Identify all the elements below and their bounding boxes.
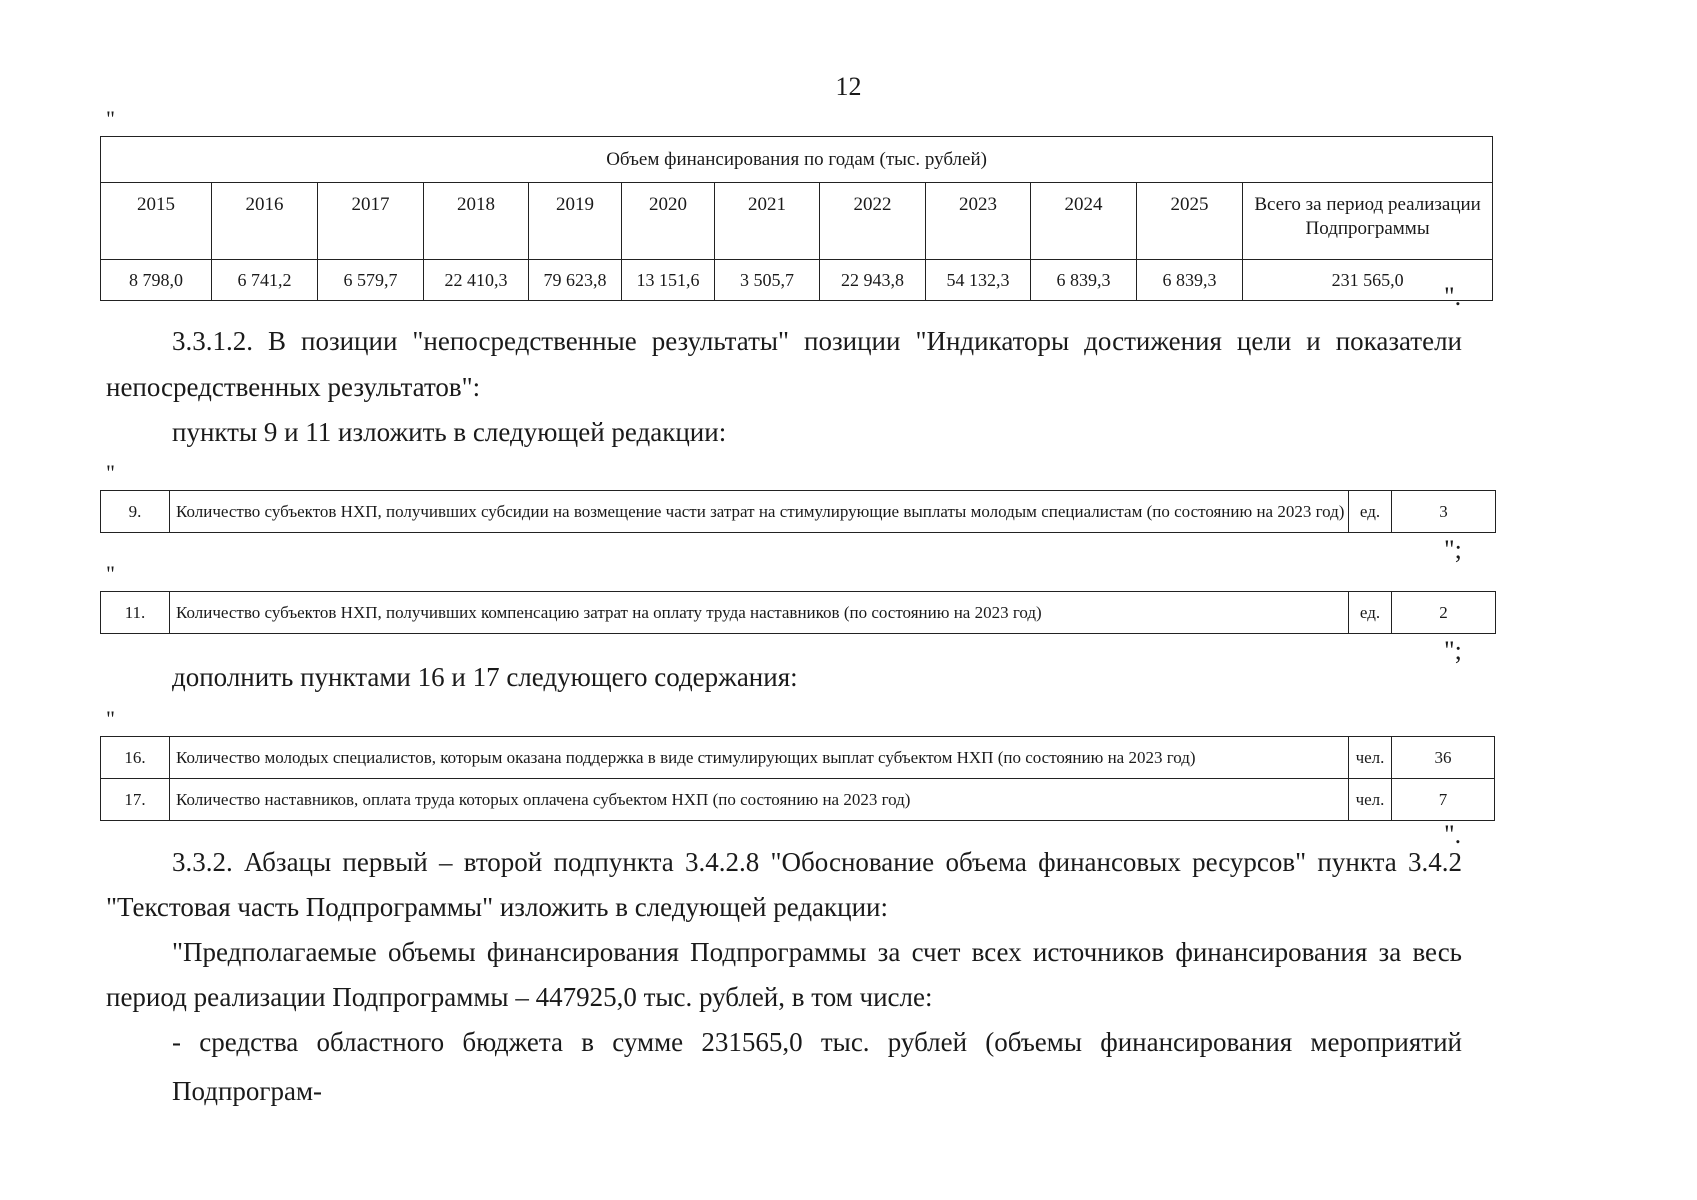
year-value: 6 741,2 [212,260,318,301]
indicator-text: Количество субъектов НХП, получивших субсидии на возмещение части затрат на стимулирующие выплаты молодым специалистам (по состоянию на 2023 год) [170,491,1349,533]
quote-open-mark: " [106,706,115,731]
indicator-value: 36 [1392,737,1495,779]
year-value: 22 410,3 [424,260,529,301]
indicator-table-11 [100,591,1496,634]
paragraph-3-3-2-line2: "Текстовая часть Подпрограммы" изложить в следующей редакции: [106,892,889,922]
indicator-unit: чел. [1349,737,1392,779]
year-header: 2015 [101,183,212,260]
total-value: 231 565,0 [1243,260,1493,301]
year-header: 2025 [1137,183,1243,260]
indicator-number: 11. [101,592,170,634]
year-value: 54 132,3 [926,260,1031,301]
indicator-table-16-17 [100,736,1495,821]
paragraph-financing-line2: период реализации Подпрограммы – 447925,0 тыс. рублей, в том числе: [106,982,933,1012]
year-value: 13 151,6 [622,260,715,301]
table-row [101,592,1496,634]
year-header: 2024 [1031,183,1137,260]
page-number: 12 [835,72,862,101]
indicator-number: 9. [101,491,170,533]
year-value: 3 505,7 [715,260,820,301]
year-header: 2019 [529,183,622,260]
quote-open-mark: " [106,561,115,586]
year-header: 2017 [318,183,424,260]
year-header: 2023 [926,183,1031,260]
indicator-text: Количество наставников, оплата труда которых оплачена субъектом НХП (по состоянию на 2023 год) [170,779,1349,821]
indicator-number: 16. [101,737,170,779]
quote-open-mark: " [106,460,115,485]
year-header: 2020 [622,183,715,260]
quote-close-mark: "; [1444,535,1462,564]
paragraph-3-3-2-line1: 3.3.2. Абзацы первый – второй подпункта 3.4.2.8 "Обоснование объема финансовых ресурсов" пункта 3.4.2 [172,847,1462,877]
year-value: 6 839,3 [1031,260,1137,301]
year-value: 6 839,3 [1137,260,1243,301]
paragraph-3-3-1-2-line2: непосредственных результатов": [106,372,481,402]
indicator-unit: ед. [1349,592,1392,634]
year-value: 6 579,7 [318,260,424,301]
indicator-text: Количество молодых специалистов, которым оказана поддержка в виде стимулирующих выплат субъектом НХП (по состоянию на 2023 год) [170,737,1349,779]
year-value: 79 623,8 [529,260,622,301]
paragraph-add-16-17: дополнить пунктами 16 и 17 следующего содержания: [172,662,798,692]
year-value: 22 943,8 [820,260,926,301]
quote-close-mark: "; [1444,636,1462,665]
paragraph-financing-line1: "Предполагаемые объемы финансирования Подпрограммы за счет всех источников финансирования за весь [172,937,1462,967]
indicator-text: Количество субъектов НХП, получивших компенсацию затрат на оплату труда наставников (по состоянию на 2023 год) [170,592,1349,634]
year-header: 2018 [424,183,529,260]
table-row [101,491,1496,533]
indicator-value: 7 [1392,779,1495,821]
indicator-value: 2 [1392,592,1496,634]
quote-close-mark: ". [1444,282,1462,311]
paragraph-3-3-1-2-line1: 3.3.1.2. В позиции "непосредственные результаты" позиции "Индикаторы достижения цели и показатели [172,326,1462,356]
quote-open-mark: " [106,106,115,131]
financing-table [100,136,1493,301]
year-value: 8 798,0 [101,260,212,301]
indicator-table-9 [100,490,1496,533]
indicator-value: 3 [1392,491,1496,533]
indicator-number: 17. [101,779,170,821]
year-header: 2016 [212,183,318,260]
financing-caption: Объем финансирования по годам (тыс. рублей) [101,137,1493,183]
table-row [101,737,1495,779]
indicator-unit: ед. [1349,491,1392,533]
table-row [101,779,1495,821]
indicator-unit: чел. [1349,779,1392,821]
paragraph-budget-line: - средства областного бюджета в сумме 231565,0 тыс. рублей (объемы финансирования мероприятий Подпрограм- [172,1027,1462,1106]
total-header: Всего за период реализации Подпрограммы [1243,183,1493,260]
year-header: 2021 [715,183,820,260]
quote-close-mark: ". [1444,820,1462,849]
year-header: 2022 [820,183,926,260]
paragraph-points-9-11: пункты 9 и 11 изложить в следующей редакции: [172,417,727,447]
